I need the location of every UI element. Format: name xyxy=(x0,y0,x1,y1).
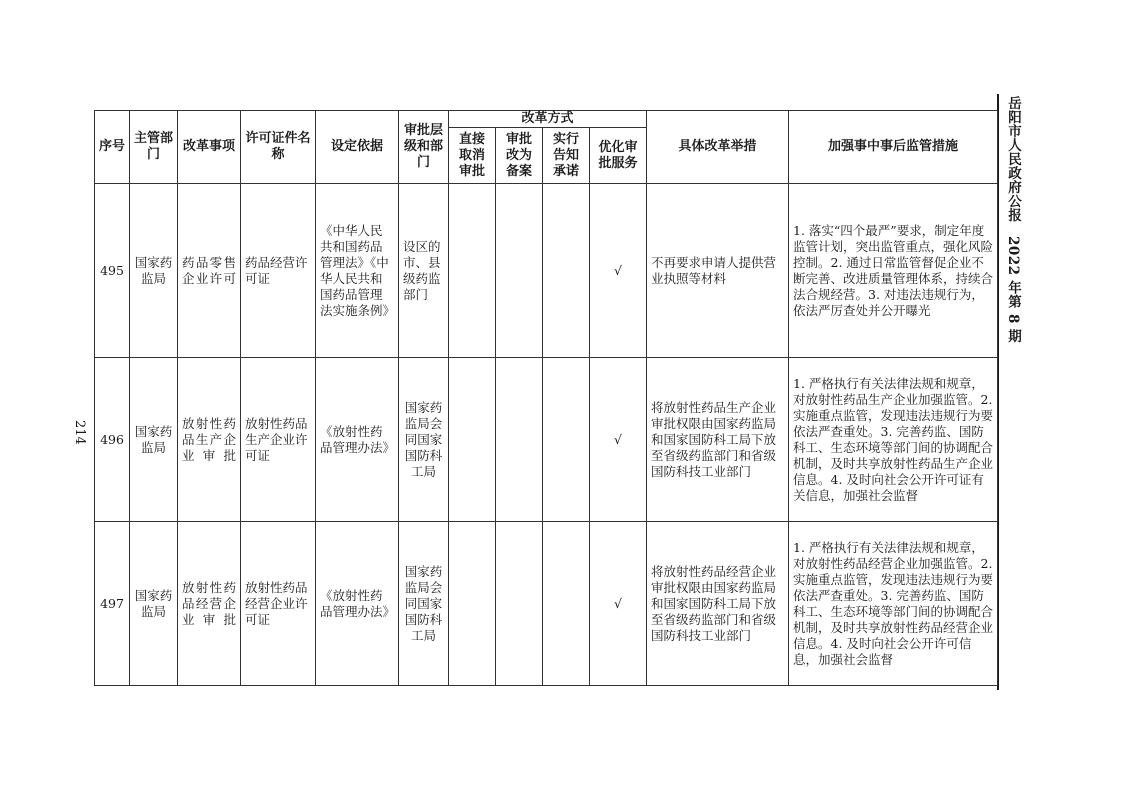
cell-notify xyxy=(543,358,590,522)
cell-basis: 《中华人民共和国药品管理法》《中华人民共和国药品管理法实施条例》 xyxy=(316,184,399,358)
cell-cancel xyxy=(449,184,496,358)
header-supervision: 加强事中事后监管措施 xyxy=(789,111,998,184)
header-cancel: 直接取消审批 xyxy=(449,128,496,184)
header-basis: 设定依据 xyxy=(316,111,399,184)
cell-supervision: 1. 严格执行有关法律法规和规章，对放射性药品经营企业加强监管。2. 实施重点监管，发现违法违规行为要依法严查重处。3. 完善药监、国防科工、生态环境等部门间的协调配合机制，及时共享放射性药品经营企业信息。4. 及时向社会公开许可信息，加强社会监督 xyxy=(789,522,998,686)
header-reform-method: 改革方式 xyxy=(449,111,647,128)
header-level: 审批层级和部门 xyxy=(399,111,449,184)
cell-supervision: 1. 落实“四个最严”要求，制定年度监管计划，突出监管重点，强化风险控制。2. 通过日常监管督促企业不断完善、改进质量管理体系，持续合法合规经营。3. 对违法违规行为，依法严厉查处并公开曝光 xyxy=(789,184,998,358)
cell-level: 国家药监局会同国家国防科工局 xyxy=(399,358,449,522)
table-row xyxy=(95,358,998,522)
cell-optimize-check: √ xyxy=(590,358,647,522)
header-dept: 主管部门 xyxy=(130,111,178,184)
page-number: 214 xyxy=(72,420,87,445)
cell-measures: 不再要求申请人提供营业执照等材料 xyxy=(647,184,789,358)
journal-header xyxy=(1000,96,1024,343)
cell-dept: 国家药监局 xyxy=(130,184,178,358)
header-item: 改革事项 xyxy=(178,111,241,184)
cell-item: 放射性药品经营企业审批 xyxy=(178,522,241,686)
cell-license: 放射性药品生产企业许可证 xyxy=(241,358,316,522)
header-record: 审批改为备案 xyxy=(496,128,543,184)
table-row xyxy=(95,184,998,358)
cell-optimize-check: √ xyxy=(590,184,647,358)
cell-record xyxy=(496,184,543,358)
cell-measures: 将放射性药品经营企业审批权限由国家药监局和国家国防科工局下放至省级药监部门和省级国防科技工业部门 xyxy=(647,522,789,686)
header-measures: 具体改革举措 xyxy=(647,111,789,184)
header-license: 许可证件名称 xyxy=(241,111,316,184)
cell-basis: 《放射性药品管理办法》 xyxy=(316,522,399,686)
header-optimize: 优化审批服务 xyxy=(590,128,647,184)
cell-dept: 国家药监局 xyxy=(130,522,178,686)
cell-license: 药品经营许可证 xyxy=(241,184,316,358)
cell-cancel xyxy=(449,522,496,686)
cell-optimize-check: √ xyxy=(590,522,647,686)
cell-measures: 将放射性药品生产企业审批权限由国家药监局和国家国防科工局下放至省级药监部门和省级国防科技工业部门 xyxy=(647,358,789,522)
cell-notify xyxy=(543,184,590,358)
table-header xyxy=(95,111,998,184)
cell-basis: 《放射性药品管理办法》 xyxy=(316,358,399,522)
cell-dept: 国家药监局 xyxy=(130,358,178,522)
cell-seq: 495 xyxy=(95,184,130,358)
header-notify: 实行告知承诺 xyxy=(543,128,590,184)
cell-cancel xyxy=(449,358,496,522)
cell-seq: 497 xyxy=(95,522,130,686)
journal-name: 岳阳市人民政府公报 xyxy=(1005,96,1021,222)
cell-notify xyxy=(543,522,590,686)
reform-table xyxy=(94,110,998,686)
cell-supervision: 1. 严格执行有关法律法规和规章，对放射性药品生产企业加强监管。2. 实施重点监管，发现违法违规行为要依法严查重处。3. 完善药监、国防科工、生态环境等部门间的协调配合机制，及时共享放射性药品生产企业信息。4. 及时向社会公开许可证有关信息，加强社会监督 xyxy=(789,358,998,522)
header-seq: 序号 xyxy=(95,111,130,184)
cell-record xyxy=(496,358,543,522)
cell-item: 放射性药品生产企业审批 xyxy=(178,358,241,522)
cell-level: 国家药监局会同国家国防科工局 xyxy=(399,522,449,686)
cell-item: 药品零售企业许可 xyxy=(178,184,241,358)
cell-license: 放射性药品经营企业许可证 xyxy=(241,522,316,686)
cell-seq: 496 xyxy=(95,358,130,522)
cell-record xyxy=(496,522,543,686)
cell-level: 设区的市、县级药监部门 xyxy=(399,184,449,358)
journal-issue: 2022 年第 8 期 xyxy=(1005,236,1021,344)
table-row xyxy=(95,522,998,686)
